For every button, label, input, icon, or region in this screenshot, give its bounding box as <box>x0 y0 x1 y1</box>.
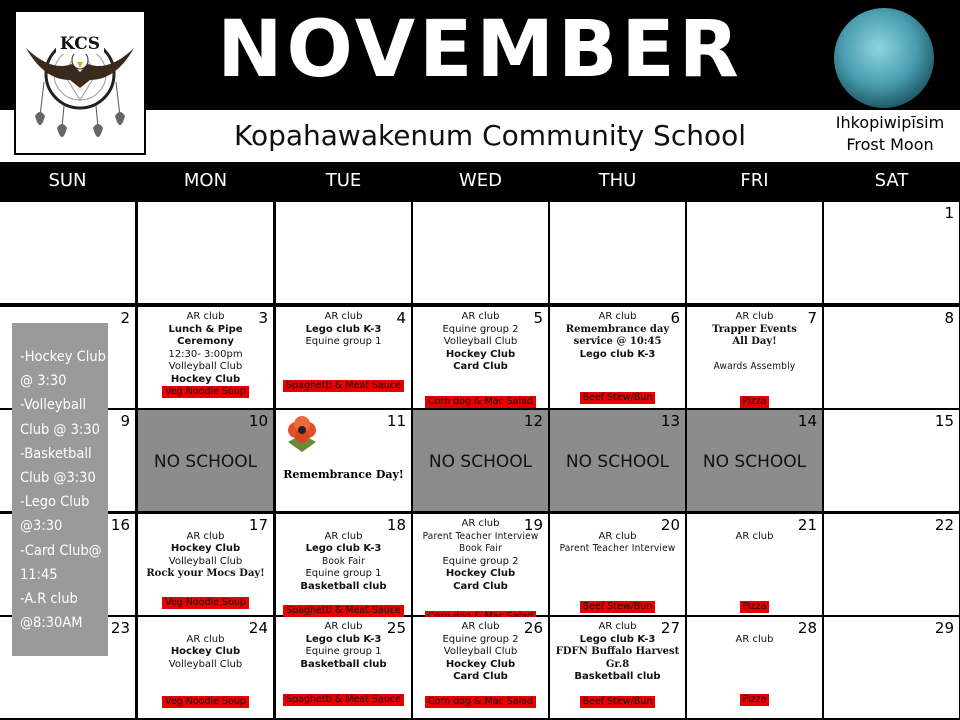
event-line: Awards Assembly <box>713 361 796 372</box>
day-events <box>417 621 544 684</box>
event-line: Card Club <box>453 361 508 372</box>
day-number: 16 <box>110 516 130 534</box>
day-cell-14[interactable] <box>687 410 822 511</box>
club-schedule-line: Club @ 3:30 <box>20 421 100 438</box>
event-line: Equine group 1 <box>305 646 382 657</box>
lunch-menu-label: Pizza <box>740 396 770 408</box>
day-number: 8 <box>944 309 954 327</box>
lunch-menu-label: Corn dog & Mac Salad <box>425 696 536 708</box>
day-cell-12[interactable] <box>413 410 548 511</box>
lunch-menu-label: Pizza <box>740 694 770 706</box>
lunch-menu-label: Veg Noodle Soup <box>162 597 249 609</box>
event-line: AR club <box>461 621 500 632</box>
event-line: 12:30- 3:00pm <box>168 348 243 360</box>
day-cell-27[interactable] <box>550 617 685 718</box>
day-cell-22[interactable] <box>824 514 959 615</box>
event-line: Hockey Club <box>170 543 241 554</box>
day-number: 13 <box>660 412 680 430</box>
event-line <box>142 621 269 634</box>
day-number: 10 <box>248 412 268 430</box>
lunch-menu-label: Spaghetti & Meat Sauce <box>283 380 404 392</box>
moon-name-cree: Ihkopiwipīsim <box>835 113 945 132</box>
empty-day-cell[interactable] <box>687 202 822 303</box>
day-events <box>417 518 544 593</box>
day-cell-13[interactable] <box>550 410 685 511</box>
lunch-menu-label: Spaghetti & Meat Sauce <box>283 605 404 617</box>
day-number: 15 <box>934 412 954 430</box>
weekday-mon: MON <box>183 170 228 191</box>
event-line: AR club <box>324 311 363 322</box>
day-number: 18 <box>386 516 406 534</box>
event-line: AR club <box>324 530 363 542</box>
event-line: Lego club K-3 <box>579 348 656 360</box>
day-number: 26 <box>523 619 543 637</box>
poppy-icon <box>282 412 322 456</box>
month-title: NOVEMBER <box>217 5 743 95</box>
empty-day-cell[interactable] <box>0 202 135 303</box>
event-line: AR club <box>186 633 225 645</box>
event-line: FDFN Buffalo Harvest <box>555 646 680 657</box>
event-line: Hockey Club <box>170 373 241 385</box>
club-schedule-line: @3:30 <box>20 518 63 535</box>
remembrance-day-label: Remembrance Day! <box>283 468 404 481</box>
no-school-label: NO SCHOOL <box>153 452 258 472</box>
event-line: Trapper Events <box>712 323 797 335</box>
event-line: AR club <box>735 633 774 645</box>
lunch-menu-label: Beef Stew/Bun <box>580 696 656 708</box>
event-line: AR club <box>186 311 225 322</box>
event-line: Lego club K-3 <box>305 543 382 554</box>
lunch-menu-label: Veg Noodle Soup <box>162 696 249 708</box>
day-cell-26[interactable] <box>413 617 548 718</box>
day-events <box>280 311 407 349</box>
club-schedule-line: -Volleyball <box>20 397 87 414</box>
event-line: Hockey Club <box>445 568 516 579</box>
day-number: 23 <box>110 619 130 637</box>
day-cell-8[interactable] <box>824 307 959 408</box>
day-number: 11 <box>386 412 406 430</box>
event-line: Volleyball Club <box>168 361 243 372</box>
empty-day-cell[interactable] <box>138 202 273 303</box>
event-line <box>280 518 407 531</box>
day-events <box>280 621 407 671</box>
lunch-menu <box>687 594 822 613</box>
club-schedule-line: 11:45 <box>20 566 58 583</box>
day-cell-17[interactable] <box>138 514 273 615</box>
day-number: 28 <box>797 619 817 637</box>
event-line <box>142 518 269 531</box>
day-cell-29[interactable] <box>824 617 959 718</box>
day-number: 27 <box>660 619 680 637</box>
day-cell-21[interactable] <box>687 514 822 615</box>
event-line: AR club <box>598 311 637 322</box>
event-line: AR club <box>324 621 363 632</box>
event-line: All Day! <box>732 336 777 347</box>
event-line <box>691 349 818 362</box>
empty-day-cell[interactable] <box>413 202 548 303</box>
event-line: service @ 10:45 <box>573 336 662 347</box>
day-events <box>142 621 269 671</box>
event-line: Basketball club <box>300 580 387 592</box>
event-line: Rock your Mocs Day! <box>146 568 265 579</box>
lunch-menu <box>276 598 411 617</box>
empty-day-cell[interactable] <box>550 202 685 303</box>
school-name: Kopahawakenum Community School <box>233 119 746 152</box>
day-events <box>691 518 818 543</box>
weekday-sat: SAT <box>874 170 909 191</box>
day-number: 7 <box>807 309 817 327</box>
event-line: AR club <box>598 621 637 632</box>
event-line: Volleyball Club <box>443 336 518 347</box>
weekday-thu: THU <box>598 170 637 191</box>
event-line: Hockey Club <box>445 658 516 670</box>
lunch-menu <box>550 689 685 708</box>
event-line: Basketball club <box>574 671 661 682</box>
event-line: Equine group 2 <box>442 323 519 335</box>
day-number: 2 <box>120 309 130 327</box>
no-school-label: NO SCHOOL <box>702 452 807 472</box>
event-line: AR club <box>735 530 774 542</box>
day-number: 6 <box>670 309 680 327</box>
day-cell-7[interactable] <box>687 307 822 408</box>
day-events <box>554 311 681 361</box>
lunch-menu <box>276 687 411 706</box>
event-line <box>691 518 818 531</box>
lunch-menu <box>413 689 548 708</box>
club-schedule-line: -Hockey Club <box>20 349 106 365</box>
event-line: Volleyball Club <box>443 646 518 657</box>
event-line: Remembrance day <box>565 323 670 335</box>
event-line: Gr.8 <box>605 658 630 670</box>
day-events <box>691 311 818 374</box>
event-line: Hockey Club <box>445 348 516 360</box>
weekday-fri: FRI <box>740 170 769 191</box>
day-cell-24[interactable] <box>138 617 273 718</box>
day-events <box>280 518 407 593</box>
lunch-menu <box>550 594 685 613</box>
event-line: Card Club <box>453 580 508 592</box>
event-line: Equine group 1 <box>305 336 382 347</box>
day-events <box>554 518 681 556</box>
day-number: 5 <box>533 309 543 327</box>
lunch-menu <box>138 379 273 398</box>
club-schedule-line: @ 3:30 <box>20 373 67 390</box>
day-cell-3[interactable] <box>138 307 273 408</box>
day-cell-1[interactable] <box>824 202 959 303</box>
lunch-menu-label: Pizza <box>740 601 770 613</box>
club-schedule-note <box>12 323 108 656</box>
weekday-sun: SUN <box>48 170 87 191</box>
day-number: 25 <box>386 619 406 637</box>
club-schedule-line: -Lego Club <box>20 494 90 511</box>
day-number: 22 <box>934 516 954 534</box>
event-line: Equine group 1 <box>305 568 382 579</box>
event-line: Parent Teacher Interview <box>422 530 539 542</box>
lunch-menu <box>138 590 273 609</box>
day-number: 4 <box>396 309 406 327</box>
event-line: AR club <box>461 518 500 529</box>
event-line: Basketball club <box>300 658 387 670</box>
day-cell-6[interactable] <box>550 307 685 408</box>
event-line: Book Fair <box>458 543 502 554</box>
event-line: Hockey Club <box>170 646 241 657</box>
event-line: AR club <box>186 530 225 542</box>
event-line: Equine group 2 <box>442 633 519 645</box>
club-schedule-line: -Card Club@ <box>20 542 102 559</box>
lunch-menu <box>687 687 822 706</box>
event-line: Ceremony <box>177 336 234 347</box>
lunch-menu <box>138 689 273 708</box>
logo-text: KCS <box>59 34 101 54</box>
day-cell-4[interactable] <box>276 307 411 408</box>
day-cell-11[interactable] <box>276 410 411 511</box>
day-cell-10[interactable] <box>138 410 273 511</box>
no-school-label: NO SCHOOL <box>428 452 533 472</box>
club-schedule-line: @8:30AM <box>20 615 83 632</box>
event-line: Lego club K-3 <box>305 323 382 335</box>
lunch-menu-label: Beef Stew/Bun <box>580 601 656 613</box>
event-line: Book Fair <box>321 555 365 567</box>
day-events <box>691 621 818 646</box>
day-number: 21 <box>797 516 817 534</box>
day-cell-28[interactable] <box>687 617 822 718</box>
lunch-menu <box>276 373 411 392</box>
event-line: Parent Teacher Interview <box>559 543 676 554</box>
event-line: Lunch & Pipe <box>168 323 243 335</box>
event-line <box>691 621 818 634</box>
day-events <box>142 518 269 581</box>
event-line: Volleyball Club <box>168 658 243 670</box>
day-number: 9 <box>120 412 130 430</box>
event-line: Volleyball Club <box>168 555 243 567</box>
club-schedule-line: Club @3:30 <box>20 470 96 487</box>
day-cell-15[interactable] <box>824 410 959 511</box>
moon-name <box>820 112 960 156</box>
weekday-wed: WED <box>458 170 503 191</box>
lunch-menu <box>550 385 685 404</box>
weekday-header-row <box>0 162 960 200</box>
day-number: 14 <box>797 412 817 430</box>
lunch-menu-label: Corn dog & Mac Salad <box>425 396 536 408</box>
lunch-menu <box>687 389 822 408</box>
event-line: AR club <box>461 311 500 322</box>
event-line: Equine group 2 <box>442 555 519 567</box>
day-number: 29 <box>934 619 954 637</box>
lunch-menu-label: Spaghetti & Meat Sauce <box>283 694 404 706</box>
lunch-menu-label: Veg Noodle Soup <box>162 386 249 398</box>
day-cell-19[interactable] <box>413 514 548 615</box>
day-number: 17 <box>248 516 268 534</box>
event-line: Lego club K-3 <box>305 633 382 645</box>
day-events <box>142 311 269 386</box>
day-number: 3 <box>258 309 268 327</box>
empty-day-cell[interactable] <box>276 202 411 303</box>
day-number: 19 <box>523 516 543 534</box>
dreamcatcher-eagle-logo-icon <box>16 12 144 153</box>
day-number: 1 <box>944 204 954 222</box>
day-events <box>417 311 544 374</box>
no-school-label: NO SCHOOL <box>565 452 670 472</box>
day-number: 20 <box>660 516 680 534</box>
event-line <box>554 518 681 531</box>
event-line: AR club <box>735 311 774 322</box>
school-logo <box>14 10 146 155</box>
day-cell-25[interactable] <box>276 617 411 718</box>
day-cell-18[interactable] <box>276 514 411 615</box>
day-events <box>554 621 681 684</box>
weekday-tue: TUE <box>325 170 362 191</box>
club-schedule-line: -Basketball <box>20 445 92 462</box>
day-cell-20[interactable] <box>550 514 685 615</box>
day-number: 24 <box>248 619 268 637</box>
event-line: Card Club <box>453 671 508 682</box>
day-cell-5[interactable] <box>413 307 548 408</box>
club-schedule-line: -A.R club <box>20 591 78 608</box>
day-number: 12 <box>523 412 543 430</box>
full-moon-image <box>834 8 934 108</box>
event-line: Lego club K-3 <box>579 633 656 645</box>
lunch-menu-label: Beef Stew/Bun <box>580 392 656 404</box>
event-line: AR club <box>598 530 637 542</box>
lunch-menu <box>413 389 548 408</box>
moon-name-english: Frost Moon <box>846 135 934 154</box>
